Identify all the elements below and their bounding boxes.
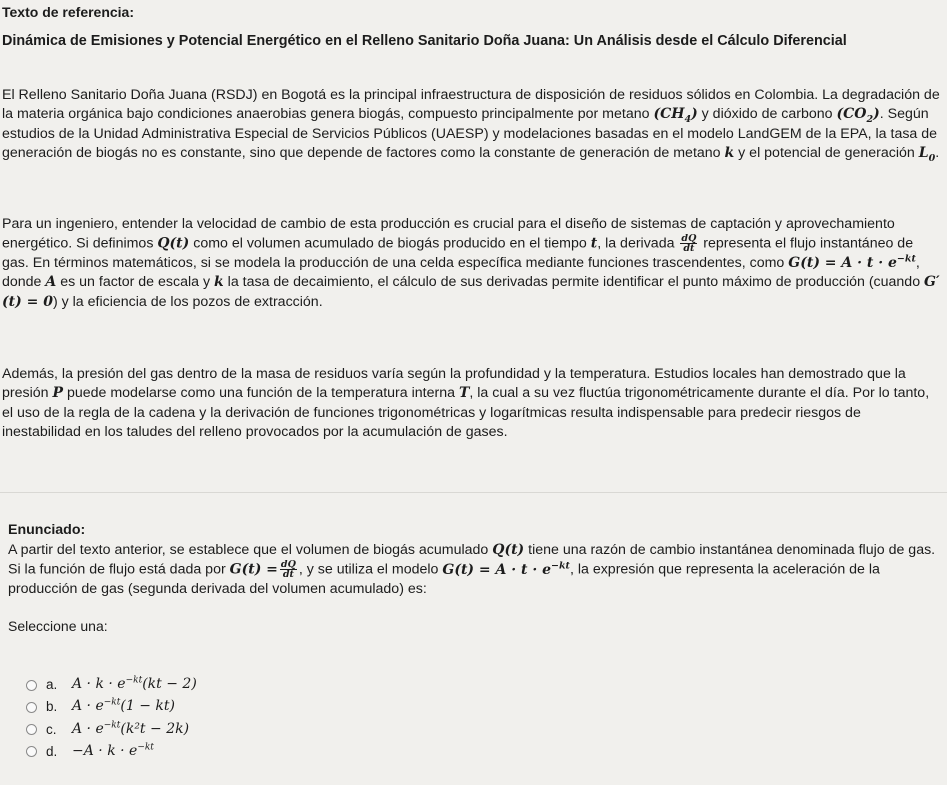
option-expression: $A \cdot k \cdot e^{-kt}(kt - 2)$: [72, 675, 197, 693]
reference-paragraph-1: El Relleno Sanitario Doña Juana (RSDJ) en Bogotá es la principal infraestructura de disposición de residuos sólidos en Colombia. La degradación de la materia orgánica bajo condiciones anaerobias genera biogás, compuesto principalmente por metano $(CH_4)$ y dióxido de carbono $(CO_2)$. Según estudios de la Unidad Administrativa Especial de Servicios Públicos (UAESP) y modelaciones basadas en el modelo LandGEM de la EPA, la tasa de generación de biogás no es constante, sino que depende de factores como la constante de generación de metano k y el potencial de generación $L_0$.: [2, 87, 940, 165]
option-expression: $-A \cdot k \cdot e^{-kt}$: [72, 742, 154, 759]
reference-label: Texto de referencia:: [2, 4, 135, 20]
flow-fraction: $\frac{dQ}{dt}$: [280, 559, 296, 581]
option-letter: d.: [46, 743, 58, 759]
l0-symbol: $L_0$: [918, 145, 936, 165]
radio-option-c[interactable]: [26, 724, 37, 735]
derivative-fraction: $\frac{dQ}{dt}$: [681, 233, 697, 255]
ch4-formula: $(CH_4)$: [653, 106, 698, 126]
statement-text: A partir del texto anterior, se establece que el volumen de biogás acumulado Q(t) tiene una razón de cambio instantánea denominada flujo de gas. Si la función de flujo está dada por G(t) = $\frac{dQ}{dt}$ , y se utiliza el modelo $G(t) = A \cdot t \cdot e^{-kt}$, la expresión que representa la aceleración de la producción de gas (segunda derivada del volumen acumulado) es:: [8, 542, 936, 598]
radio-option-b[interactable]: [26, 702, 37, 713]
section-divider: [0, 492, 947, 493]
answer-options: [26, 674, 197, 763]
option-d[interactable]: [26, 741, 197, 763]
statement-label: Enunciado:: [8, 522, 86, 538]
option-letter: b.: [46, 699, 58, 715]
radio-option-d[interactable]: [26, 746, 37, 757]
option-b[interactable]: [26, 696, 197, 718]
option-a[interactable]: [26, 674, 197, 696]
radio-option-a[interactable]: [26, 680, 37, 691]
g-formula: $G(t) = A \cdot t \cdot e^{-kt}$: [788, 253, 916, 272]
reference-title: Dinámica de Emisiones y Potencial Energético en el Relleno Sanitario Doña Juana: Un Análisis desde el Cálculo Diferencial: [2, 33, 847, 49]
select-one-label: Seleccione una:: [8, 618, 108, 634]
reference-paragraph-2: Para un ingeniero, entender la velocidad de cambio de esta producción es crucial para el diseño de sistemas de captación y aprovechamiento energético. Si definimos Q(t) como el volumen acumulado de biogás producido en el tiempo t, la derivada $\frac{dQ}{dt}$ representa el flujo instantáneo de gas. En términos matemáticos, si se modela la producción de una celda específica mediante funciones trascendentes, como $G(t) = A \cdot t \cdot e^{-kt}$, donde A es un factor de escala y k la tasa de decaimiento, el cálculo de sus derivadas permite identificar el punto máximo de producción (cuando G′(t) = 0) y la eficiencia de los pozos de extracción.: [2, 216, 940, 310]
option-expression: $A \cdot e^{-kt}(1 - kt)$: [72, 697, 175, 715]
option-expression: $A \cdot e^{-kt}(k^2t - 2k)$: [72, 720, 190, 737]
model-formula: $G(t) = A \cdot t \cdot e^{-kt}$: [442, 560, 570, 578]
option-letter: c.: [46, 721, 57, 737]
reference-paragraph-3: Además, la presión del gas dentro de la masa de residuos varía según la profundidad y la temperatura. Estudios locales han demostrado que la presión P puede modelarse como una función de la temperatura interna T, la cual a su vez fluctúa trigonométricamente durante el día. Por lo tanto, el uso de la regla de la cadena y la derivación de funciones trigonométricas y logarítmicas resulta indispensable para predecir riesgos de inestabilidad en los taludes del relleno provocados por la acumulación de gases.: [2, 366, 930, 441]
option-letter: a.: [46, 677, 58, 693]
co2-formula: $(CO_2)$: [836, 106, 880, 126]
option-c[interactable]: [26, 718, 197, 740]
